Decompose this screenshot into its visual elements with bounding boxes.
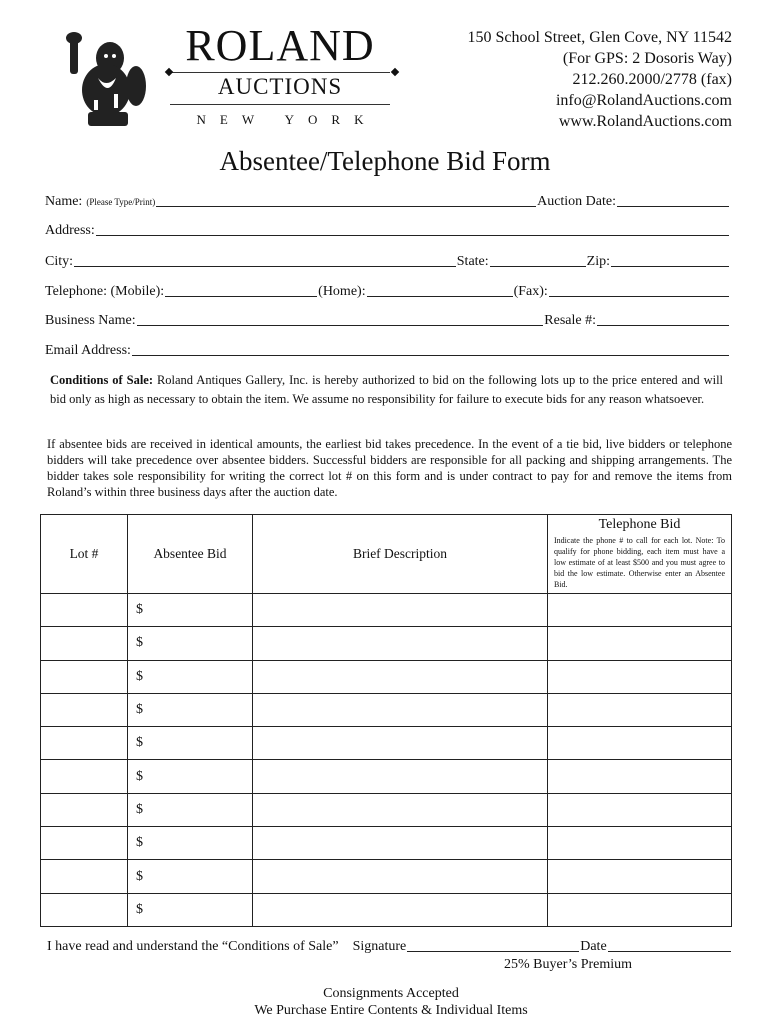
- description-header: Brief Description: [253, 515, 548, 594]
- name-hint: (Please Type/Print): [86, 197, 156, 207]
- auction-date-label: Auction Date:: [537, 194, 616, 209]
- description-cell[interactable]: [253, 727, 548, 760]
- resale-field[interactable]: [597, 324, 729, 326]
- date-field[interactable]: [608, 950, 731, 952]
- telephone-bid-cell[interactable]: [548, 727, 732, 760]
- telephone-bid-cell[interactable]: [548, 660, 732, 693]
- brand-city: NEW YORK: [196, 112, 378, 127]
- absentee-bid-cell[interactable]: $: [128, 827, 253, 860]
- address-field[interactable]: [96, 234, 729, 236]
- description-cell[interactable]: [253, 627, 548, 660]
- description-cell[interactable]: [253, 660, 548, 693]
- lot-cell[interactable]: [41, 760, 128, 793]
- buyers-premium: 25% Buyer’s Premium: [504, 957, 633, 972]
- home-field[interactable]: [367, 295, 513, 297]
- consignments-text: Consignments Accepted: [323, 986, 459, 1001]
- purchase-text: We Purchase Entire Contents & Individual Items: [254, 1003, 528, 1018]
- description-cell[interactable]: [253, 827, 548, 860]
- brand-logo: [180, 22, 380, 128]
- table-row: [41, 727, 732, 760]
- telephone-bid-cell[interactable]: [548, 893, 732, 926]
- city-label: City:: [45, 254, 74, 269]
- table-row: [41, 793, 732, 826]
- bid-rules-paragraph: If absentee bids are received in identical amounts, the earliest bid takes precedence. In the event of a tie bid, live bidders or telephone bidders will take precedence over absentee bidders. Successful bidders are responsible for all packing and shipping arrangements. The bidder takes sole responsibility for writing the correct lot # on this form and is under contract to pay for and remove the items from Roland’s within three business days after the auction date.: [47, 437, 732, 499]
- zip-field[interactable]: [611, 265, 729, 267]
- description-cell[interactable]: [253, 893, 548, 926]
- date-label: Date: [580, 939, 607, 954]
- fax-field[interactable]: [549, 295, 729, 297]
- signature-label: Signature: [352, 939, 407, 954]
- website-link[interactable]: www.RolandAuctions.com: [558, 113, 732, 130]
- bid-table: [40, 514, 732, 927]
- logo-figure-icon: [58, 28, 156, 128]
- name-label: Name:: [45, 194, 83, 209]
- conditions-heading: Conditions of Sale:: [50, 373, 154, 387]
- lot-cell[interactable]: [41, 860, 128, 893]
- zip-label: Zip:: [586, 254, 610, 269]
- name-row: [45, 190, 730, 210]
- description-cell[interactable]: [253, 860, 548, 893]
- lot-cell[interactable]: [41, 594, 128, 627]
- state-field[interactable]: [490, 265, 586, 267]
- lot-cell[interactable]: [41, 660, 128, 693]
- telephone-bid-cell[interactable]: [548, 627, 732, 660]
- email-row: [45, 339, 730, 359]
- contact-block: [467, 27, 732, 132]
- read-understand-text: I have read and understand the “Conditions of Sale”: [47, 939, 339, 954]
- telephone-bid-cell[interactable]: [548, 860, 732, 893]
- absentee-bid-cell[interactable]: $: [128, 793, 253, 826]
- absentee-bid-cell[interactable]: $: [128, 594, 253, 627]
- state-label: State:: [456, 254, 489, 269]
- lot-cell[interactable]: [41, 793, 128, 826]
- name-field[interactable]: [156, 205, 536, 207]
- telephone-bid-cell[interactable]: [548, 693, 732, 726]
- telephone-bid-cell[interactable]: [548, 760, 732, 793]
- home-label: (Home):: [318, 284, 366, 299]
- fax-label: (Fax):: [513, 284, 548, 299]
- telephone-bid-cell[interactable]: [548, 594, 732, 627]
- absentee-bid-cell[interactable]: $: [128, 760, 253, 793]
- conditions-of-sale: [50, 371, 723, 409]
- phone-line: 212.260.2000/2778 (fax): [572, 71, 732, 88]
- table-row: [41, 760, 732, 793]
- address-row: [45, 219, 730, 239]
- business-row: [45, 309, 730, 329]
- business-label: Business Name:: [45, 313, 136, 328]
- signature-row: [47, 939, 732, 955]
- description-cell[interactable]: [253, 760, 548, 793]
- table-row: [41, 893, 732, 926]
- lot-cell[interactable]: [41, 827, 128, 860]
- table-row: [41, 627, 732, 660]
- table-row: [41, 660, 732, 693]
- lot-cell[interactable]: [41, 693, 128, 726]
- mobile-field[interactable]: [165, 295, 317, 297]
- table-row: [41, 827, 732, 860]
- absentee-bid-header: Absentee Bid: [128, 515, 253, 594]
- description-cell[interactable]: [253, 693, 548, 726]
- telephone-bid-header: [548, 515, 732, 594]
- city-row: [45, 250, 730, 270]
- table-row: [41, 594, 732, 627]
- gps-line: (For GPS: 2 Dosoris Way): [562, 50, 732, 67]
- telephone-bid-cell[interactable]: [548, 793, 732, 826]
- telephone-bid-note: Indicate the phone # to call for each lot. Note: To qualify for phone bidding, each item must have a low estimate of at least $500 and you must agree to bid the low estimate. Otherwise enter an Absentee Bid.: [554, 536, 725, 589]
- lot-cell[interactable]: [41, 727, 128, 760]
- lot-header: Lot #: [41, 515, 128, 594]
- city-field[interactable]: [74, 265, 456, 267]
- lot-cell[interactable]: [41, 893, 128, 926]
- lot-cell[interactable]: [41, 627, 128, 660]
- business-field[interactable]: [137, 324, 544, 326]
- description-cell[interactable]: [253, 594, 548, 627]
- telephone-row: [45, 280, 730, 300]
- auction-date-field[interactable]: [617, 205, 729, 207]
- absentee-bid-cell[interactable]: $: [128, 860, 253, 893]
- address-line: 150 School Street, Glen Cove, NY 11542: [467, 29, 732, 46]
- page-title: Absentee/Telephone Bid Form: [219, 146, 551, 176]
- email-link[interactable]: info@RolandAuctions.com: [555, 92, 732, 109]
- email-field[interactable]: [132, 354, 729, 356]
- absentee-bid-cell[interactable]: $: [128, 660, 253, 693]
- address-label: Address:: [45, 223, 95, 238]
- telephone-bid-cell[interactable]: [548, 827, 732, 860]
- absentee-bid-cell[interactable]: $: [128, 693, 253, 726]
- email-label: Email Address:: [45, 343, 131, 358]
- table-row: [41, 860, 732, 893]
- absentee-bid-cell[interactable]: $: [128, 627, 253, 660]
- brand-sub: AUCTIONS: [217, 74, 343, 99]
- brand-name: ROLAND: [185, 21, 375, 70]
- table-row: [41, 693, 732, 726]
- absentee-bid-cell[interactable]: $: [128, 727, 253, 760]
- description-cell[interactable]: [253, 793, 548, 826]
- resale-label: Resale #:: [544, 313, 596, 328]
- absentee-bid-cell[interactable]: $: [128, 893, 253, 926]
- mobile-label: Telephone: (Mobile):: [45, 284, 165, 299]
- telephone-bid-title: Telephone Bid: [598, 517, 681, 532]
- conditions-text: Roland Antiques Gallery, Inc. is hereby authorized to bid on the following lots up to the price entered and will bid only as high as necessary to obtain the item. We assume no responsibility for failure to execute bids for any reason whatsoever.: [50, 373, 724, 406]
- signature-field[interactable]: [407, 950, 579, 952]
